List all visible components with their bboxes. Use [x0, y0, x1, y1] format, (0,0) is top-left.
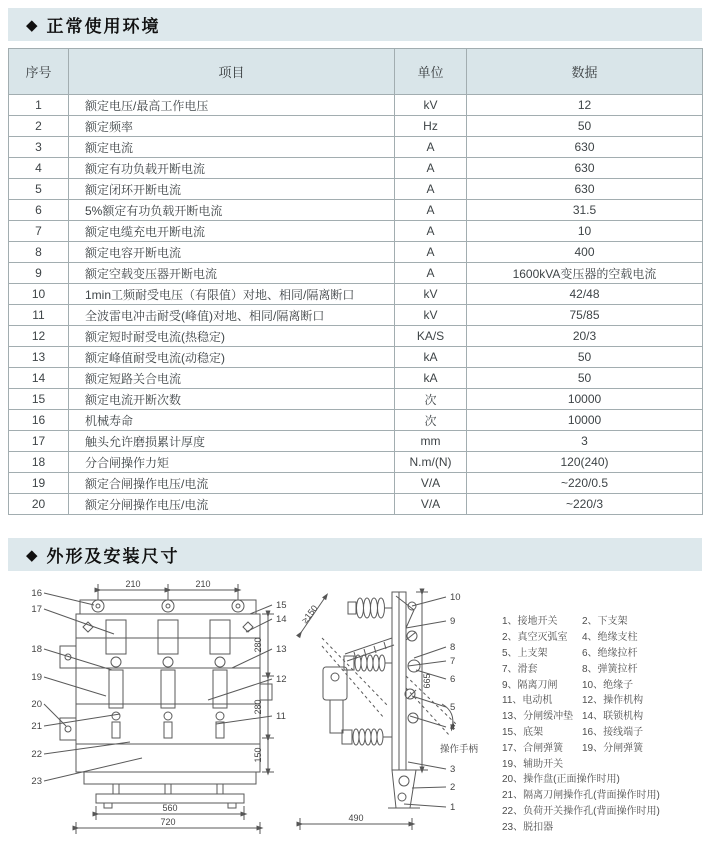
table-row [9, 95, 703, 116]
section-title: 正常使用环境 [46, 17, 161, 36]
cell-data: ~220/3 [467, 494, 703, 515]
cell-item: 5%额定有功负载开断电流 [69, 200, 395, 221]
cell-no: 9 [9, 263, 69, 284]
table-row [9, 431, 703, 452]
callout-12: 12 [276, 674, 287, 685]
table-row [9, 368, 703, 389]
parts-list-line [502, 754, 708, 770]
table-row [9, 158, 703, 179]
table-row [9, 494, 703, 515]
callout-4: 4 [450, 722, 456, 733]
dim-210-right: 210 [195, 579, 211, 589]
table-row [9, 410, 703, 431]
parts-list-line [502, 612, 708, 628]
dim-150: 150 [253, 747, 263, 763]
section-title: 外形及安装尺寸 [46, 547, 180, 566]
cell-item: 额定短时耐受电流(热稳定) [69, 326, 395, 347]
diamond-icon: ◆ [26, 16, 38, 34]
table-row [9, 200, 703, 221]
cell-data: 12 [467, 95, 703, 116]
table-header-row [9, 49, 703, 95]
cell-no: 1 [9, 95, 69, 116]
dim-560: 560 [162, 803, 178, 813]
table-row [9, 242, 703, 263]
cell-item: 额定合闸操作电压/电流 [69, 473, 395, 494]
cell-item: 额定电容开断电流 [69, 242, 395, 263]
cell-data: 75/85 [467, 305, 703, 326]
cell-no: 12 [9, 326, 69, 347]
cell-item: 全波雷电冲击耐受(峰值)对地、相同/隔离断口 [69, 305, 395, 326]
callout-20: 20 [31, 699, 42, 710]
parts-list-line [502, 644, 708, 660]
cell-no: 15 [9, 389, 69, 410]
cell-unit: N.m/(N) [395, 452, 467, 473]
cell-unit: KA/S [395, 326, 467, 347]
cell-unit: 次 [395, 410, 467, 431]
parts-list-line [502, 675, 708, 691]
cell-item: 额定峰值耐受电流(动稳定) [69, 347, 395, 368]
cell-unit: kV [395, 284, 467, 305]
cell-data: 10000 [467, 389, 703, 410]
dim-ge150: ≥150 [299, 603, 320, 626]
front-view-drawing [20, 576, 292, 842]
callout-23: 23 [31, 776, 42, 787]
diamond-icon: ◆ [26, 546, 38, 564]
header-unit: 单位 [395, 49, 467, 95]
table-row [9, 116, 703, 137]
part-entry: 7、滑套 [502, 663, 538, 675]
cell-data: 10 [467, 221, 703, 242]
cell-no: 14 [9, 368, 69, 389]
table-row [9, 284, 703, 305]
part-entry: 8、弹簧拉杆 [582, 663, 638, 675]
parts-list-line [502, 786, 708, 802]
cell-data: 20/3 [467, 326, 703, 347]
part-entry: 2、真空灭弧室 [502, 632, 568, 644]
cell-item: 触头允许磨损累计厚度 [69, 431, 395, 452]
part-entry: 12、操作机构 [582, 695, 644, 707]
cell-no: 3 [9, 137, 69, 158]
cell-data: ~220/0.5 [467, 473, 703, 494]
cell-data: 630 [467, 158, 703, 179]
cell-no: 6 [9, 200, 69, 221]
part-entry: 13、分闸缓冲垫 [502, 711, 574, 723]
cell-item: 额定有功负载开断电流 [69, 158, 395, 179]
part-entry: 1、接地开关 [502, 616, 558, 628]
cell-unit: A [395, 200, 467, 221]
parts-list-line [502, 707, 708, 723]
table-row [9, 389, 703, 410]
callout-11: 11 [276, 711, 286, 722]
cell-unit: V/A [395, 473, 467, 494]
cell-data: 1600kVA变压器的空载电流 [467, 263, 703, 284]
cell-item: 额定分闸操作电压/电流 [69, 494, 395, 515]
cell-item: 分合闸操作力矩 [69, 452, 395, 473]
spec-table [8, 48, 703, 515]
cell-item: 额定短路关合电流 [69, 368, 395, 389]
cell-no: 8 [9, 242, 69, 263]
section-header-normal-use [8, 8, 702, 41]
table-row [9, 137, 703, 158]
cell-no: 18 [9, 452, 69, 473]
part-entry: 10、绝缘子 [582, 679, 634, 691]
parts-list-line [502, 691, 708, 707]
header-data: 数据 [467, 49, 703, 95]
part-entry: 4、绝缘支柱 [582, 632, 638, 644]
cell-data: 50 [467, 347, 703, 368]
cell-unit: V/A [395, 494, 467, 515]
cell-no: 10 [9, 284, 69, 305]
dim-665: 665 [422, 673, 432, 689]
cell-data: 10000 [467, 410, 703, 431]
cell-no: 11 [9, 305, 69, 326]
cell-data: 31.5 [467, 200, 703, 221]
cell-data: 630 [467, 137, 703, 158]
callout-1: 1 [450, 802, 456, 813]
callout-16: 16 [31, 588, 42, 599]
cell-no: 5 [9, 179, 69, 200]
callout-9: 9 [450, 616, 456, 627]
cell-item: 额定空载变压器开断电流 [69, 263, 395, 284]
cell-unit: A [395, 179, 467, 200]
cell-unit: A [395, 263, 467, 284]
part-entry: 15、底架 [502, 726, 544, 738]
parts-list-line [502, 770, 708, 786]
callout-2: 2 [450, 782, 456, 793]
callout-8: 8 [450, 642, 456, 653]
callout-13: 13 [276, 644, 287, 655]
table-row [9, 326, 703, 347]
parts-list-line [502, 802, 708, 818]
parts-list-line [502, 659, 708, 675]
cell-no: 16 [9, 410, 69, 431]
cell-unit: kA [395, 347, 467, 368]
header-item: 项目 [69, 49, 395, 95]
callout-6: 6 [450, 674, 456, 685]
callout-15: 15 [276, 600, 287, 611]
part-entry: 21、隔离刀闸操作孔(背面操作时用) [502, 790, 660, 802]
cell-no: 17 [9, 431, 69, 452]
parts-list-line [502, 738, 708, 754]
cell-item: 额定电流 [69, 137, 395, 158]
cell-unit: A [395, 242, 467, 263]
table-row [9, 473, 703, 494]
cell-unit: kV [395, 305, 467, 326]
callout-22: 22 [31, 749, 42, 760]
table-row [9, 221, 703, 242]
cell-item: 机械寿命 [69, 410, 395, 431]
cell-data: 400 [467, 242, 703, 263]
callout-5: 5 [450, 702, 456, 713]
part-entry: 17、合闸弹簧 [502, 742, 564, 754]
dim-210-left: 210 [125, 579, 141, 589]
cell-data: 3 [467, 431, 703, 452]
callout-10: 10 [450, 592, 461, 603]
cell-unit: Hz [395, 116, 467, 137]
part-entry: 22、负荷开关操作孔(背面操作时用) [502, 805, 660, 817]
cell-data: 50 [467, 368, 703, 389]
dim-280-upper: 280 [253, 637, 263, 653]
table-row [9, 263, 703, 284]
dim-280-middle: 280 [253, 699, 263, 715]
side-view-drawing [292, 576, 500, 842]
parts-list-line [502, 628, 708, 644]
callout-7: 7 [450, 656, 456, 667]
cell-unit: kV [395, 95, 467, 116]
part-entry: 14、联锁机构 [582, 711, 644, 723]
callout-14: 14 [276, 614, 287, 625]
cell-data: 630 [467, 179, 703, 200]
parts-list [502, 612, 708, 833]
cell-unit: 次 [395, 389, 467, 410]
cell-unit: A [395, 137, 467, 158]
callout-17: 17 [31, 604, 42, 615]
dim-490: 490 [348, 813, 364, 823]
cell-no: 2 [9, 116, 69, 137]
table-row [9, 452, 703, 473]
cell-no: 20 [9, 494, 69, 515]
cell-no: 19 [9, 473, 69, 494]
parts-list-line [502, 817, 708, 833]
cell-unit: A [395, 221, 467, 242]
parts-list-line [502, 723, 708, 739]
part-entry: 6、绝缘拉杆 [582, 647, 638, 659]
dim-720: 720 [160, 817, 176, 827]
handle-label: 操作手柄 [440, 744, 479, 755]
part-entry: 20、操作盘(正面操作时用) [502, 774, 620, 786]
part-entry: 19、分闸弹簧 [582, 742, 644, 754]
callout-21: 21 [31, 721, 42, 732]
header-no: 序号 [9, 49, 69, 95]
table-row [9, 347, 703, 368]
cell-item: 额定电缆充电开断电流 [69, 221, 395, 242]
cell-data: 42/48 [467, 284, 703, 305]
cell-item: 额定电压/最高工作电压 [69, 95, 395, 116]
cell-unit: A [395, 158, 467, 179]
callout-18: 18 [31, 644, 42, 655]
part-entry: 2、下支架 [582, 616, 628, 628]
cell-unit: mm [395, 431, 467, 452]
callout-3: 3 [450, 764, 456, 775]
cell-data: 50 [467, 116, 703, 137]
part-entry: 19、辅助开关 [502, 758, 564, 770]
cell-no: 7 [9, 221, 69, 242]
section-header-dimensions [8, 538, 702, 571]
cell-no: 13 [9, 347, 69, 368]
cell-item: 1min工频耐受电压（有限值）对地、相同/隔离断口 [69, 284, 395, 305]
cell-item: 额定电流开断次数 [69, 389, 395, 410]
cell-item: 额定频率 [69, 116, 395, 137]
part-entry: 11、电动机 [502, 695, 553, 707]
callout-19: 19 [31, 672, 42, 683]
table-row [9, 179, 703, 200]
cell-no: 4 [9, 158, 69, 179]
cell-unit: kA [395, 368, 467, 389]
part-entry: 23、脱扣器 [502, 821, 554, 833]
cell-item: 额定闭环开断电流 [69, 179, 395, 200]
part-entry: 16、接线端子 [582, 726, 644, 738]
cell-data: 120(240) [467, 452, 703, 473]
part-entry: 5、上支架 [502, 647, 548, 659]
table-row [9, 305, 703, 326]
part-entry: 9、隔离刀闸 [502, 679, 558, 691]
